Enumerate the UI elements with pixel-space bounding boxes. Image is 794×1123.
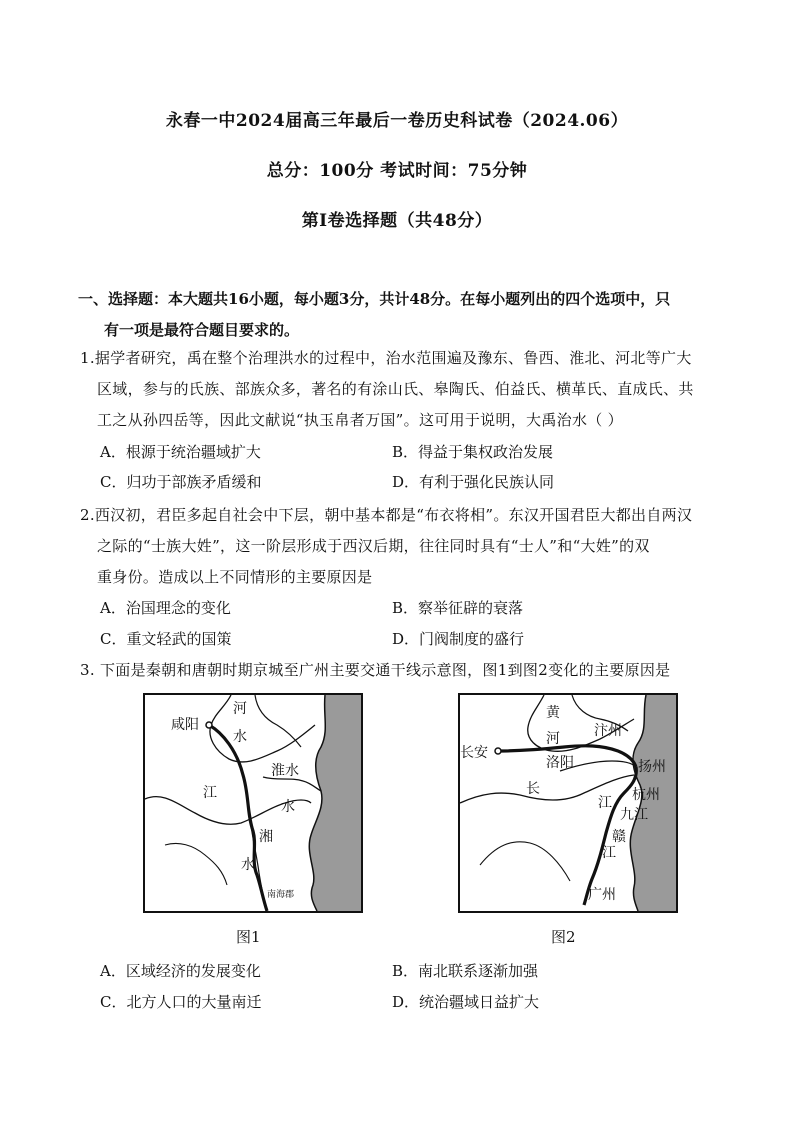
map-1-label-nanhai: 南海郡 bbox=[267, 890, 295, 900]
river-he-branch bbox=[255, 695, 301, 747]
question-2-option-a: A．治国理念的变化 bbox=[100, 599, 231, 617]
map-2-label-guangzhou: 广州 bbox=[588, 887, 616, 903]
map-2-svg bbox=[460, 695, 676, 911]
question-1-option-d: D．有利于强化民族认同 bbox=[392, 473, 555, 491]
changan-marker bbox=[495, 748, 501, 754]
map-2-label-yangzhou: 扬州 bbox=[638, 759, 666, 775]
question-2-option-d: D．门阀制度的盛行 bbox=[392, 630, 525, 648]
map-2-caption: 图2 bbox=[551, 928, 576, 946]
map-2-label-jiang: 江 bbox=[598, 795, 612, 811]
river-minor bbox=[165, 843, 227, 885]
question-3-option-a: A．区域经济的发展变化 bbox=[100, 962, 261, 980]
question-2-option-c: C．重文轻武的国策 bbox=[100, 630, 232, 648]
map-1-label-shui3: 水 bbox=[241, 857, 255, 873]
map-1-label-shui: 水 bbox=[233, 729, 247, 745]
map-2-label-jiujiang: 九江 bbox=[620, 807, 648, 823]
xianyang-marker bbox=[206, 722, 212, 728]
question-1-line-3: 工之从孙四岳等，因此文献说“执玉帛者万国”。这可用于说明，大禹治水（ ） bbox=[97, 411, 623, 429]
question-1-option-a: A．根源于统治疆域扩大 bbox=[100, 443, 261, 461]
map-1-label-xiang: 湘 bbox=[259, 829, 273, 845]
question-1-line-2: 区域，参与的氏族、部族众多，著名的有涂山氏、皋陶氏、伯益氏、横革氏、直成氏、共 bbox=[97, 380, 694, 398]
section-heading-line1: 一、选择题：本大题共16小题，每小题3分，共计48分。在每小题列出的四个选项中，只 bbox=[78, 290, 671, 308]
map-figure-1 bbox=[143, 693, 363, 913]
map-1-label-xianyang: 咸阳 bbox=[171, 717, 199, 733]
river-he bbox=[210, 695, 315, 762]
map-1-svg bbox=[145, 695, 361, 911]
sea-area bbox=[309, 695, 361, 911]
section-heading-line2: 有一项是最符合题目要求的。 bbox=[104, 321, 300, 339]
map-2-label-chang: 长 bbox=[526, 781, 540, 797]
river-minor bbox=[480, 842, 570, 881]
map-1-label-jiang: 江 bbox=[203, 785, 217, 801]
part-heading: 第Ⅰ卷选择题（共48分） bbox=[301, 211, 493, 231]
map-2-label-he: 河 bbox=[546, 731, 560, 747]
question-2-option-b: B．察举征辟的衰落 bbox=[392, 599, 524, 617]
map-2-label-luoyang: 洛阳 bbox=[546, 755, 574, 771]
route-xianyang-nanhai bbox=[209, 725, 267, 911]
question-2-line-1: 2.西汉初，君臣多起自社会中下层，朝中基本都是“布衣将相”。东汉开国君臣大都出自两汉 bbox=[80, 506, 693, 524]
question-3-option-b: B．南北联系逐渐加强 bbox=[392, 962, 539, 980]
question-2-line-2: 之际的“士族大姓”，这一阶层形成于西汉后期，往往同时具有“士人”和“大姓”的双 bbox=[97, 537, 650, 555]
question-1-option-b: B．得益于集权政治发展 bbox=[392, 443, 554, 461]
route-yangzhou-guangzhou bbox=[584, 767, 636, 905]
sea-area bbox=[630, 695, 676, 911]
question-3-line-1: 3. 下面是秦朝和唐朝时期京城至广州主要交通干线示意图，图1到图2变化的主要原因是 bbox=[80, 661, 671, 679]
question-3-option-c: C．北方人口的大量南迁 bbox=[100, 993, 262, 1011]
map-1-label-huai: 淮水 bbox=[271, 763, 299, 779]
map-2-label-changan: 长安 bbox=[460, 745, 488, 761]
map-1-label-he: 河 bbox=[233, 701, 247, 717]
question-2-line-3: 重身份。造成以上不同情形的主要原因是 bbox=[97, 568, 373, 586]
exam-title: 永春一中2024届高三年最后一卷历史科试卷（2024.06） bbox=[165, 111, 629, 131]
question-3-option-d: D．统治疆域日益扩大 bbox=[392, 993, 540, 1011]
question-1-line-1: 1.据学者研究，禹在整个治理洪水的过程中，治水范围遍及豫东、鲁西、淮北、河北等广大 bbox=[80, 349, 692, 367]
question-1-option-c: C．归功于部族矛盾缓和 bbox=[100, 473, 262, 491]
map-2-label-jiang2: 江 bbox=[602, 845, 616, 861]
map-2-label-bianzhou: 汴州 bbox=[594, 723, 622, 739]
map-1-caption: 图1 bbox=[236, 928, 261, 946]
map-2-label-hangzhou: 杭州 bbox=[632, 787, 660, 803]
river-huai bbox=[263, 777, 321, 791]
exam-subtitle: 总分：100分 考试时间：75分钟 bbox=[266, 161, 528, 181]
map-2-label-gan: 赣 bbox=[612, 829, 626, 845]
map-1-label-shui2: 水 bbox=[281, 799, 295, 815]
map-figure-2 bbox=[458, 693, 678, 913]
map-2-label-huang: 黄 bbox=[546, 705, 560, 721]
